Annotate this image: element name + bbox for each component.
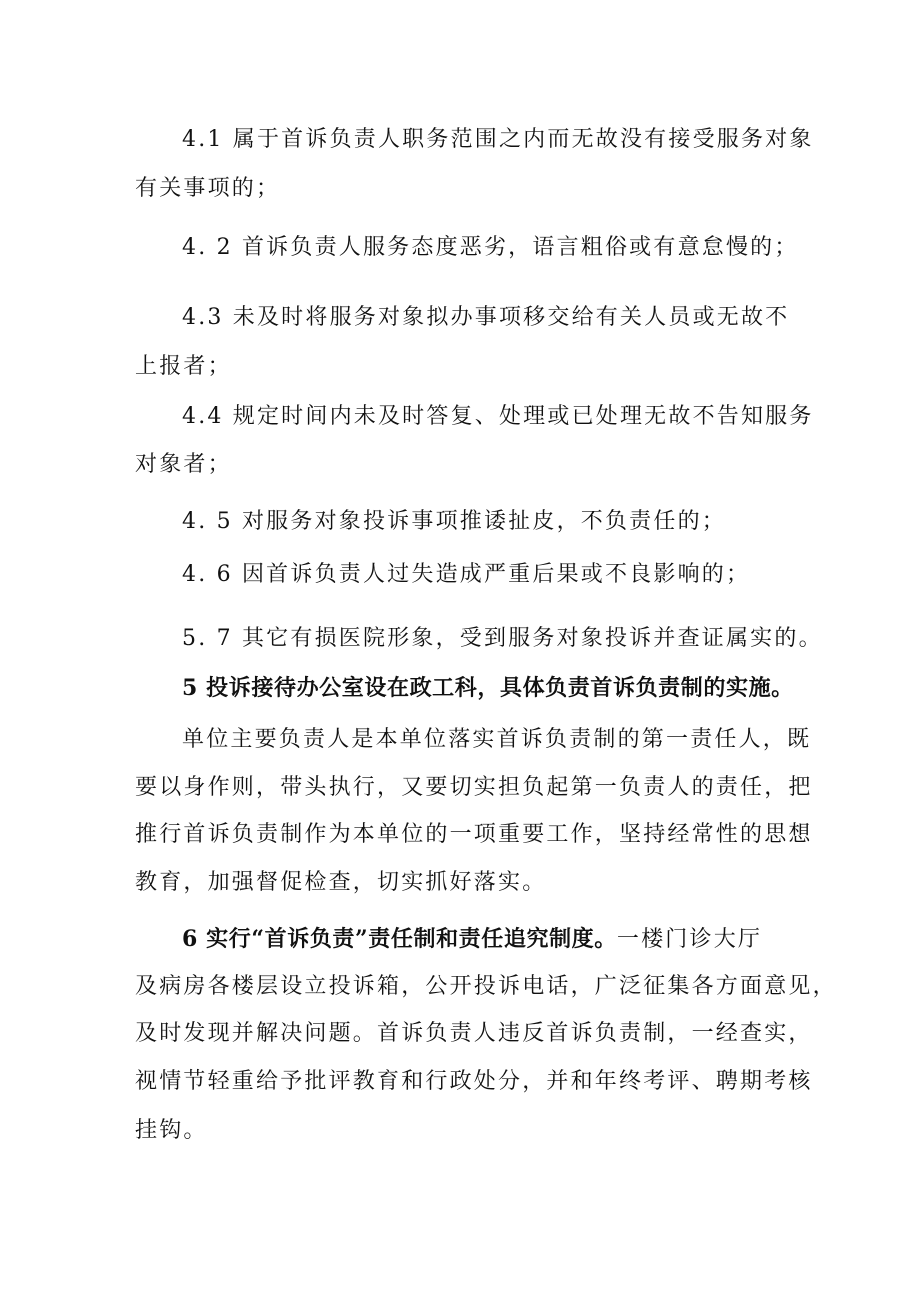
item-4-5-line-1: 4. 5 对服务对象投诉事项推诿扯皮，不负责任的；: [182, 509, 726, 534]
section-6-line-1-rest: 一楼门诊大厅: [616, 927, 763, 952]
item-4-1-line-2: 有关事项的；: [135, 176, 281, 201]
section-6-line-5: 挂钩。: [135, 1118, 208, 1143]
section-5-heading: 5 投诉接待办公室设在政工科，具体负责首诉负责制的实施。: [182, 675, 794, 701]
unit-paragraph-line-3: 推行首诉负责制作为本单位的一项重要工作，坚持经常性的思想: [135, 822, 813, 847]
item-4-4-line-1: 4.4 规定时间内未及时答复、处理或已处理无故不告知服务: [182, 404, 814, 429]
section-6-line-3: 及时发现并解决问题。首诉负责人违反首诉负责制，一经查实，: [135, 1021, 813, 1046]
section-6-line-2: 及病房各楼层设立投诉箱，公开投诉电话，广泛征集各方面意见，: [135, 974, 837, 999]
unit-paragraph-line-2: 要以身作则，带头执行，又要切实担负起第一负责人的责任，把: [135, 775, 813, 800]
item-4-6-line-1: 4. 6 因首诉负责人过失造成严重后果或不良影响的；: [182, 562, 751, 587]
item-5-7-line-1: 5. 7 其它有损医院形象，受到服务对象投诉并查证属实的。: [182, 626, 823, 651]
section-6-line-4: 视情节轻重给予批评教育和行政处分，并和年终考评、聘期考核: [135, 1069, 813, 1094]
item-4-4-line-2: 对象者；: [135, 452, 232, 477]
section-6-line-1: [182, 924, 762, 955]
item-4-1-line-1: 4.1 属于首诉负责人职务范围之内而无故没有接受服务对象: [182, 127, 814, 152]
unit-paragraph-line-4: 教育，加强督促检查，切实抓好落实。: [135, 870, 547, 895]
section-6-heading: 6 实行“首诉负责”责任制和责任追究制度。: [182, 926, 617, 952]
unit-paragraph-line-1: 单位主要负责人是本单位落实首诉负责制的第一责任人，既: [182, 727, 812, 752]
item-4-3-line-1: 4.3 未及时将服务对象拟办事项移交给有关人员或无故不: [182, 305, 790, 330]
item-4-3-line-2: 上报者；: [135, 354, 232, 379]
item-4-2-line-1: 4. 2 首诉负责人服务态度恶劣，语言粗俗或有意怠慢的；: [182, 235, 799, 260]
